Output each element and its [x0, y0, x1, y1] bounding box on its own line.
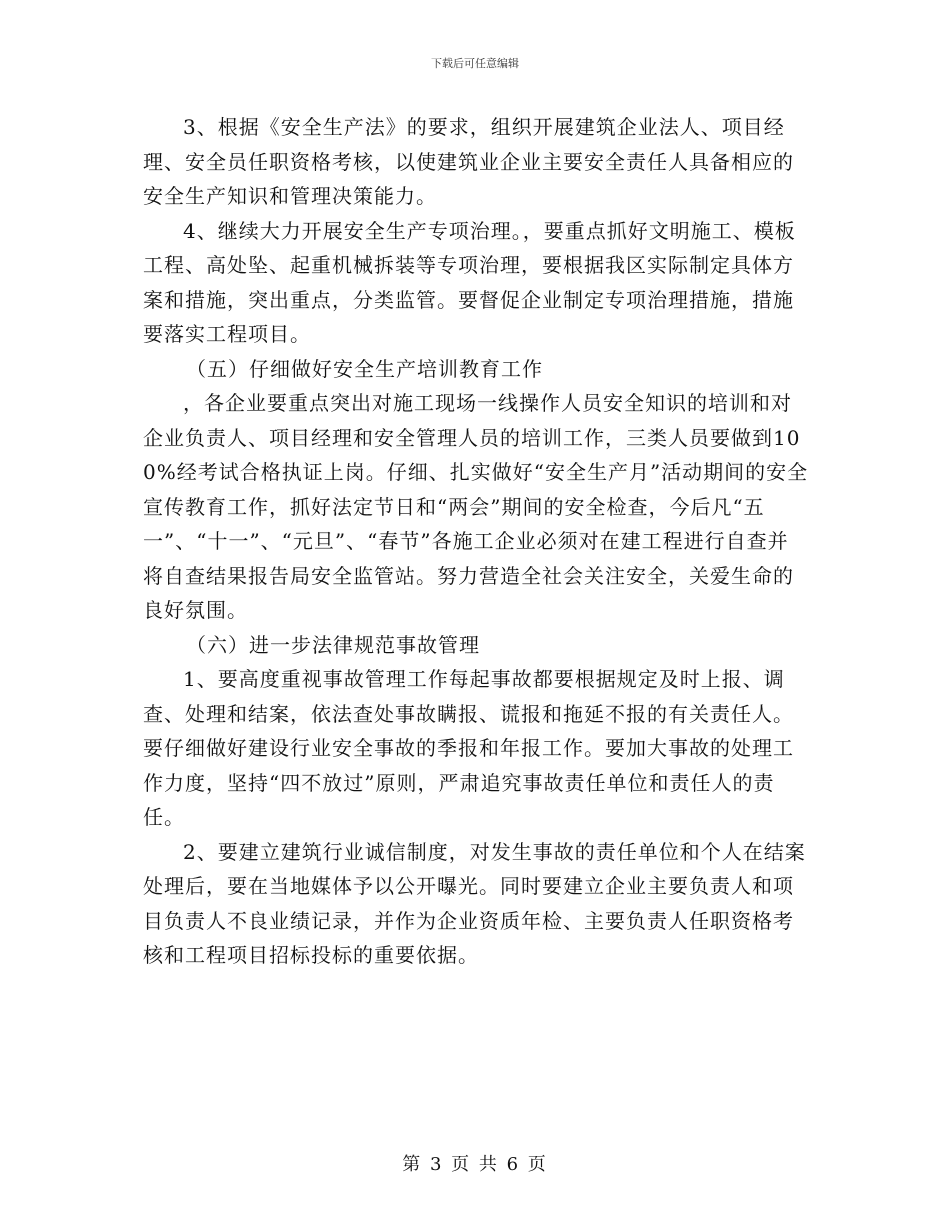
- paragraph-training: ，各企业要重点突出对施工现场一线操作人员安全知识的培训和对企业负责人、项目经理和安全管理人员的培训工作，三类人员要做到100%经考试合格执证上岗。仔细、扎实做好“安全生产月”活动期间的安全宣传教育工作，抓好法定节日和“两会”期间的安全检查，今后凡“五一”、“十一”、“元旦”、“春节”各施工企业必须对在建工程进行自查并将自查结果报告局安全监管站。努力营造全社会关注安全，关爱生命的良好氛围。: [143, 391, 809, 622]
- section-heading-6: （六）进一步法律规范事故管理: [186, 632, 480, 657]
- paragraph-item-4: 4、继续大力开展安全生产专项治理。，要重点抓好文明施工、模板工程、高处坠、起重机械拆装等专项治理，要根据我区实际制定具体方案和措施，突出重点，分类监管。要督促企业制定专项治理措施，措施要落实工程项目。: [143, 218, 796, 346]
- header-note: 下载后可任意编辑: [431, 57, 519, 70]
- page-number: 第 3 页 共 6 页: [402, 1154, 548, 1175]
- paragraph-item-3: 3、根据《安全生产法》的要求，组织开展建筑企业法人、项目经理、安全员任职资格考核，以使建筑业企业主要安全责任人具备相应的安全生产知识和管理决策能力。: [143, 115, 794, 208]
- paragraph-accident-1: 1、要高度重视事故管理工作每起事故都要根据规定及时上报、调查、处理和结案，依法查处事故瞒报、谎报和拖延不报的有关责任人。要仔细做好建设行业安全事故的季报和年报工作。要加大事故的处理工作力度，坚持“四不放过”原则，严肃追究事故责任单位和责任人的责任。: [143, 667, 794, 829]
- section-heading-5: （五）仔细做好安全生产培训教育工作: [186, 356, 543, 381]
- paragraph-accident-2: 2、要建立建筑行业诚信制度，对发生事故的责任单位和个人在结案处理后，要在当地媒体予以公开曝光。同时要建立企业主要负责人和项目负责人不良业绩记录，并作为企业资质年检、主要负责人任职资格考核和工程项目招标投标的重要依据。: [143, 839, 806, 967]
- document-body: [143, 110, 809, 973]
